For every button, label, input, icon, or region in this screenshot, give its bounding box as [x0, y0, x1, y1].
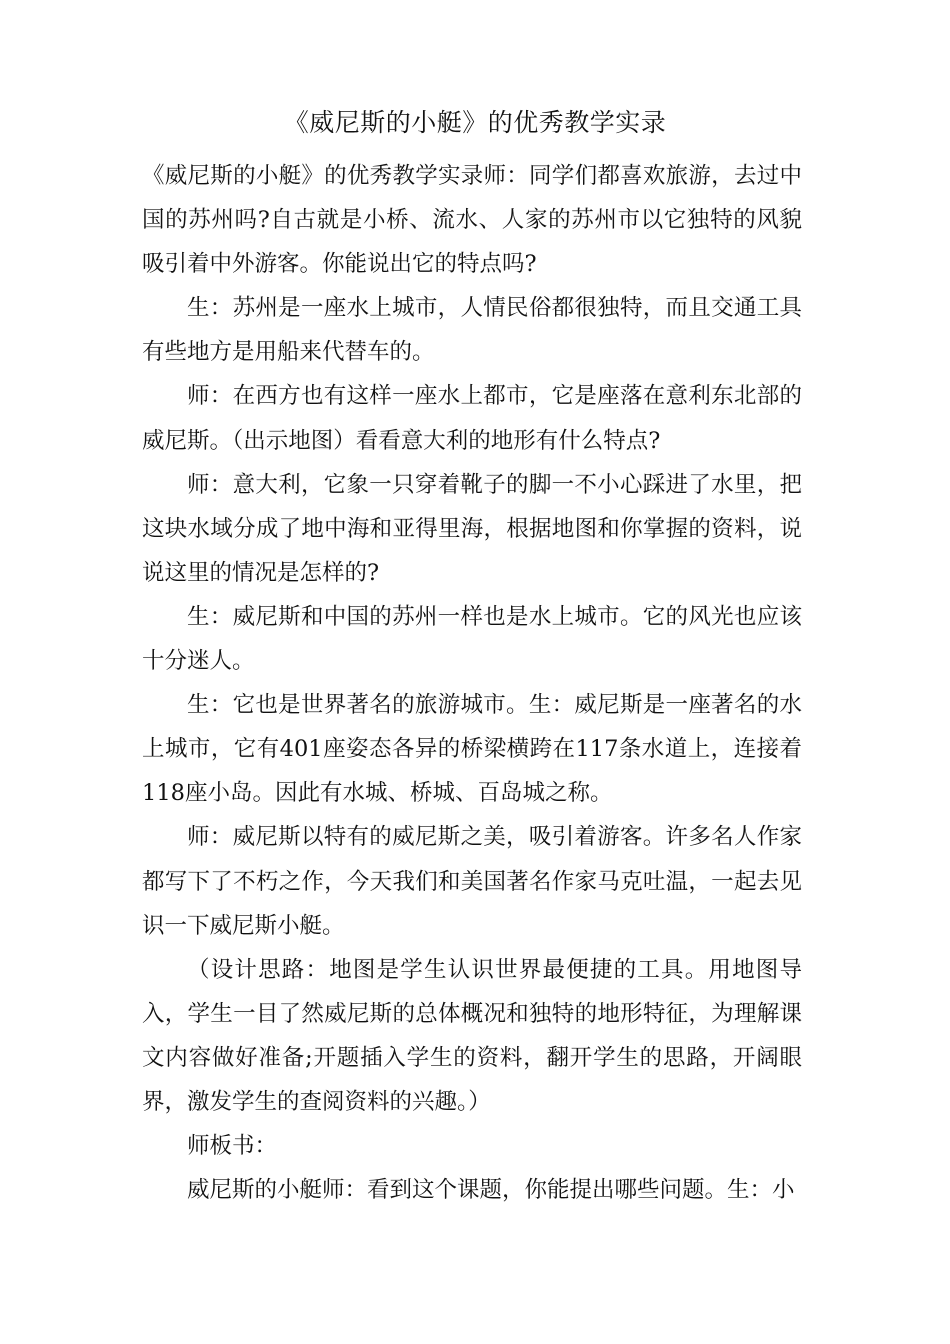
- document-body: [142, 154, 802, 1212]
- paragraph: 师板书：: [187, 1133, 278, 1160]
- paragraph: 生：它也是世界著名的旅游城市。生：威尼斯是一座著名的水上城市，它有401座姿态各异的桥梁横跨在117条水道上，连接着118座小岛。因此有水城、桥城、百岛城之称。: [142, 692, 802, 807]
- paragraph: 生：威尼斯和中国的苏州一样也是水上城市。它的风光也应该十分迷人。: [142, 603, 802, 675]
- paragraph: （设计思路：地图是学生认识世界最便捷的工具。用地图导入，学生一目了然威尼斯的总体概况和独特的地形特征，为理解课文内容做好准备;开题插入学生的资料，翻开学生的思路，开阔眼界，激发学生的查阅资料的兴趣。）: [142, 956, 802, 1115]
- document-title: 《威尼斯的小艇》的优秀教学实录: [283, 108, 667, 137]
- paragraph: 师：在西方也有这样一座水上都市，它是座落在意利东北部的威尼斯。（出示地图）看看意大利的地形有什么特点?: [142, 383, 802, 454]
- paragraph: 威尼斯的小艇师：看到这个课题，你能提出哪些问题。生：小: [187, 1177, 795, 1204]
- paragraph: 师：威尼斯以特有的威尼斯之美，吸引着游客。许多名人作家都写下了不朽之作，今天我们和美国著名作家马克吐温，一起去见识一下威尼斯小艇。: [142, 824, 802, 939]
- paragraph: 师：意大利，它象一只穿着靴子的脚一不小心踩进了水里，把这块水域分成了地中海和亚得里海，根据地图和你掌握的资料，说说这里的情况是怎样的?: [142, 471, 802, 586]
- paragraph: 生：苏州是一座水上城市，人情民俗都很独特，而且交通工具有些地方是用船来代替车的。: [142, 295, 802, 366]
- paragraph: 《威尼斯的小艇》的优秀教学实录师：同学们都喜欢旅游，去过中国的苏州吗?自古就是小桥、流水、人家的苏州市以它独特的风貌吸引着中外游客。你能说出它的特点吗?: [142, 163, 802, 278]
